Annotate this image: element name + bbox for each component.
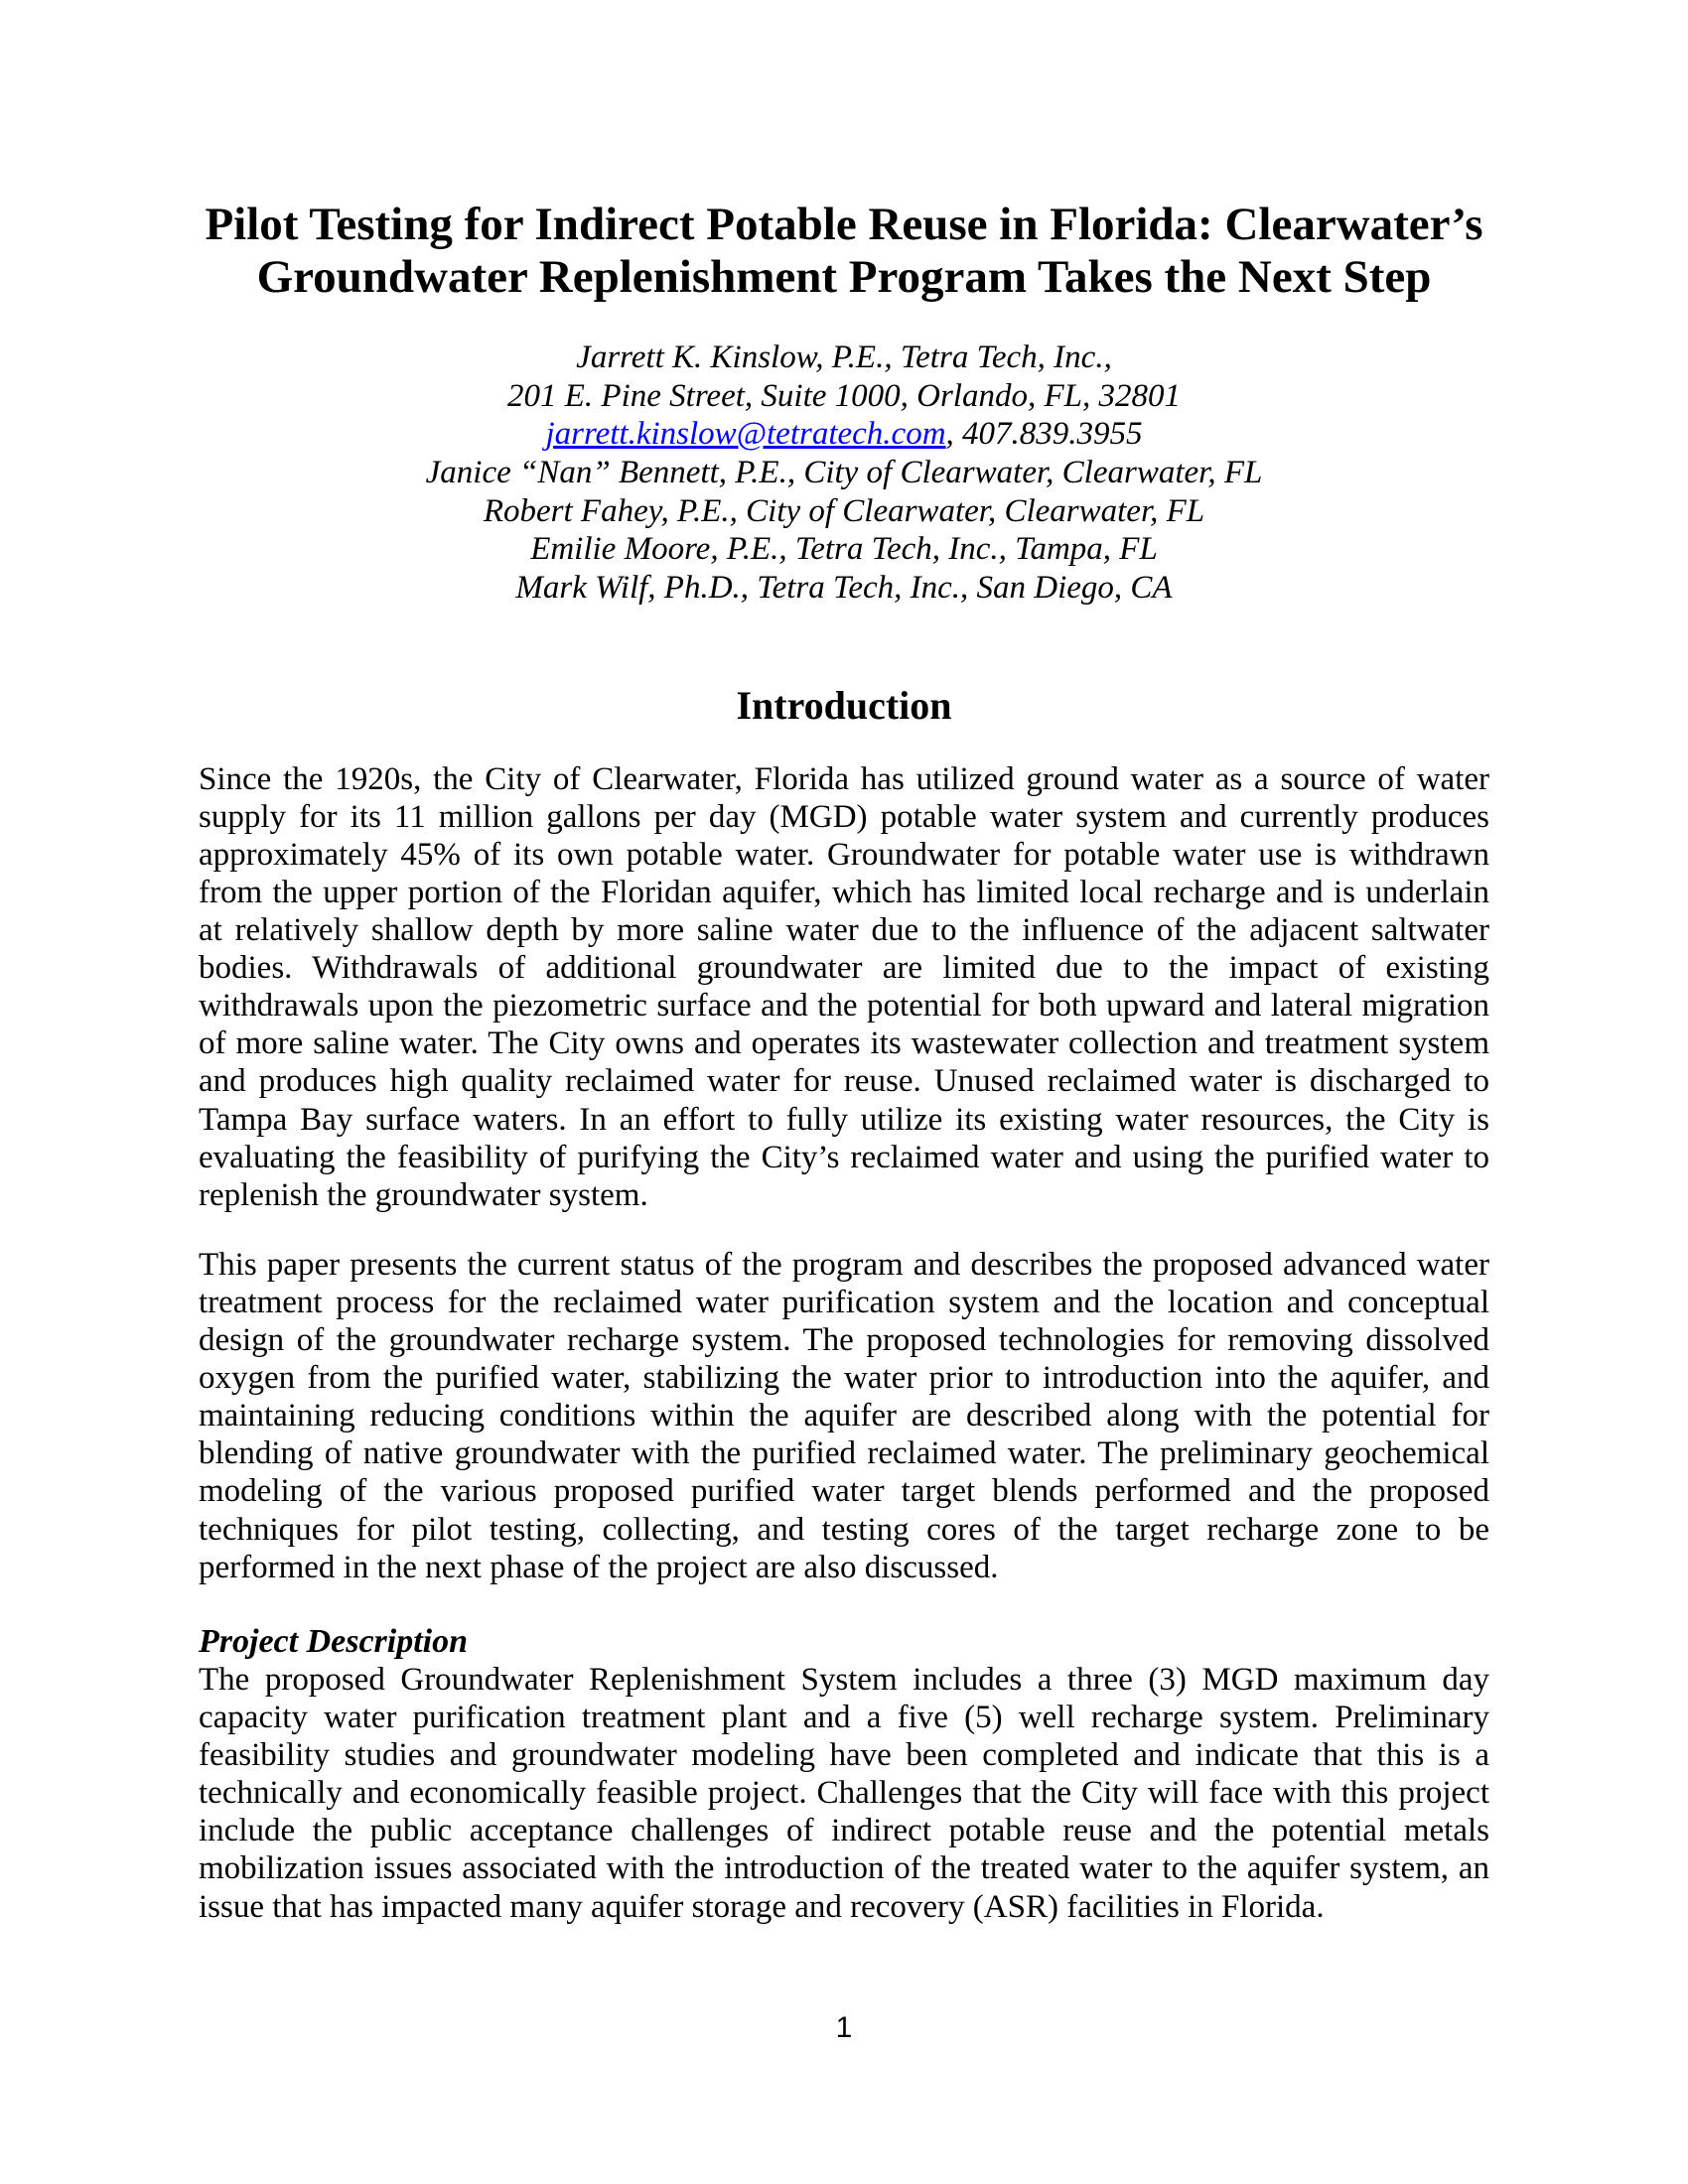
project-description-heading: Project Description — [199, 1622, 469, 1660]
introduction-heading: Introduction — [736, 682, 952, 728]
email-link[interactable]: jarrett.kinslow@tetratech.com — [545, 416, 946, 453]
author-name-affiliation: Jarrett K. Kinslow, P.E., Tetra Tech, Inc., — [576, 340, 1112, 376]
author-name-affiliation: Mark Wilf, Ph.D., Tetra Tech, Inc., San Diego, CA — [515, 569, 1173, 606]
author-contact-line — [199, 415, 1489, 454]
paper-title-line-2: Groundwater Replenishment Program Takes the Next Step — [256, 250, 1432, 303]
introduction-paragraph-1: Since the 1920s, the City of Clearwater, Florida has utilized ground water as a source of water supply for its 11 million gallons per day (MGD) potable water system and currently produces approximately 45% of its own potable water. Groundwater for potable water use is withdrawn from the upper portion of the Floridan aquifer, which has limited local recharge and is underlain at relatively shallow depth by more saline water due to the influence of the adjacent saltwater bodies. Withdrawals of additional groundwater are limited due to the impact of existing withdrawals upon the piezometric surface and the potential for both upward and lateral migration of more saline water. The City owns and operates its wastewater collection and treatment system and produces high quality reclaimed water for reuse. Unused reclaimed water is discharged to Tampa Bay surface waters. In an effort to fully utilize its existing water resources, the City is evaluating the feasibility of purifying the City’s reclaimed water and using the purified water to replenish the groundwater system. — [199, 760, 1489, 1213]
author-address: 201 E. Pine Street, Suite 1000, Orlando, FL, 32801 — [507, 377, 1181, 414]
page-number: 1 — [835, 2011, 853, 2044]
author-phone: , 407.839.3955 — [945, 416, 1143, 453]
author-block — [199, 339, 1489, 607]
paper-title-line-1: Pilot Testing for Indirect Potable Reuse in Florida: Clearwater’s — [205, 199, 1483, 250]
author-name-affiliation: Emilie Moore, P.E., Tetra Tech, Inc., Tampa, FL — [530, 531, 1158, 568]
author-name-affiliation: Robert Fahey, P.E., City of Clearwater, Clearwater, FL — [483, 492, 1205, 529]
paper-title — [199, 199, 1489, 303]
author-name-affiliation: Janice “Nan” Bennett, P.E., City of Clearwater, Clearwater, FL — [425, 455, 1263, 491]
introduction-paragraph-2: This paper presents the current status of the program and describes the proposed advanced water treatment process for the reclaimed water purification system and the location and conceptual design of the groundwater recharge system. The proposed technologies for removing dissolved oxygen from the purified water, stabilizing the water prior to introduction into the aquifer, and maintaining reducing conditions within the aquifer are described along with the potential for blending of native groundwater with the purified reclaimed water. The preliminary geochemical modeling of the various proposed purified water target blends performed and the proposed techniques for pilot testing, collecting, and testing cores of the target recharge zone to be performed in the next phase of the project are also discussed. — [199, 1246, 1489, 1585]
project-description-paragraph: The proposed Groundwater Replenishment System includes a three (3) MGD maximum day capacity water purification treatment plant and a five (5) well recharge system. Preliminary feasibility studies and groundwater modeling have been completed and indicate that this is a technically and economically feasible project. Challenges that the City will face with this project include the public acceptance challenges of indirect potable reuse and the potential metals mobilization issues associated with the introduction of the treated water to the aquifer system, an issue that has impacted many aquifer storage and recovery (ASR) facilities in Florida. — [199, 1661, 1489, 1925]
